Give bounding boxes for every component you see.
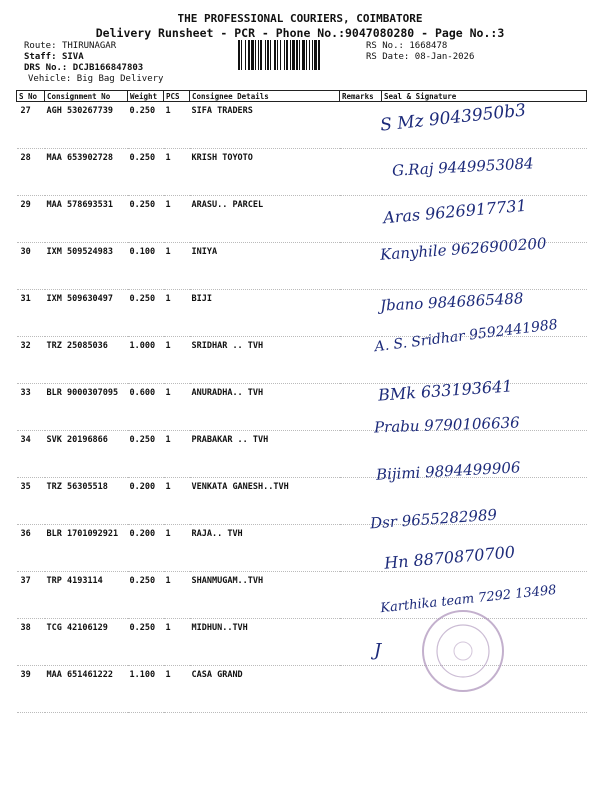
cell-consignment: TRP 4193114: [45, 572, 128, 619]
table-row: [17, 431, 587, 478]
cell-consignee: MIDHUN..TVH: [190, 619, 340, 666]
route-line: [24, 41, 116, 52]
cell-pcs: 1: [164, 525, 190, 572]
cell-remarks: [340, 337, 382, 384]
handwritten-signature: BMk 633193641: [377, 376, 514, 405]
cell-remarks: [340, 243, 382, 290]
handwritten-signature: Dsr 9655282989: [369, 505, 498, 533]
table-row: [17, 196, 587, 243]
cell-consignment: MAA 653902728: [45, 149, 128, 196]
cell-consignee: SIFA TRADERS: [190, 102, 340, 149]
cell-consignment: MAA 578693531: [45, 196, 128, 243]
vehicle-label: Vehicle:: [28, 74, 72, 84]
route-label: Route:: [24, 41, 57, 51]
cell-weight: 1.000: [128, 337, 164, 384]
cell-consignee: VENKATA GANESH..TVH: [190, 478, 340, 525]
cell-consignee: KRISH TOYOTO: [190, 149, 340, 196]
cell-remarks: [340, 525, 382, 572]
handwritten-signature: Hn 8870870700: [383, 542, 516, 573]
cell-signature: [382, 525, 587, 572]
cell-weight: 0.250: [128, 149, 164, 196]
col-header-pcs: PCS: [164, 91, 190, 102]
staff-value: SIVA: [61, 52, 84, 62]
rs-date-line: [366, 52, 474, 63]
handwritten-signature: Aras 9626917731: [382, 195, 528, 228]
cell-pcs: 1: [164, 666, 190, 713]
cell-pcs: 1: [164, 431, 190, 478]
cell-consignment: TRZ 56305518: [45, 478, 128, 525]
cell-sno: 28: [17, 149, 45, 196]
runsheet-subtitle: Delivery Runsheet - PCR - Phone No.:9047080280 - Page No.:3: [95, 26, 505, 40]
cell-remarks: [340, 149, 382, 196]
cell-sno: 32: [17, 337, 45, 384]
cell-remarks: [340, 431, 382, 478]
cell-signature: [382, 196, 587, 243]
table-row: [17, 478, 587, 525]
cell-pcs: 1: [164, 149, 190, 196]
drs-value: DCJB166847803: [72, 63, 144, 73]
cell-consignee: PRABAKAR .. TVH: [190, 431, 340, 478]
cell-remarks: [340, 196, 382, 243]
rs-date-value: 08-Jan-2026: [414, 52, 475, 62]
staff-label: Staff:: [24, 52, 57, 62]
cell-sno: 29: [17, 196, 45, 243]
handwritten-signature: Kanyhile 9626900200: [379, 234, 548, 264]
cell-pcs: 1: [164, 290, 190, 337]
cell-consignee: CASA GRAND: [190, 666, 340, 713]
cell-weight: 0.250: [128, 431, 164, 478]
handwritten-signature: Karthika team 7292 13498: [379, 582, 558, 617]
cell-pcs: 1: [164, 243, 190, 290]
handwritten-signature: Bijimi 9894499906: [375, 458, 521, 484]
rs-no-label: RS No.:: [366, 41, 404, 51]
staff-line: [24, 52, 84, 63]
cell-signature: [382, 102, 587, 149]
cell-pcs: 1: [164, 102, 190, 149]
cell-remarks: [340, 572, 382, 619]
cell-signature: [382, 337, 587, 384]
cell-consignment: IXM 509524983: [45, 243, 128, 290]
cell-weight: 1.100: [128, 666, 164, 713]
cell-consignee: SHANMUGAM..TVH: [190, 572, 340, 619]
col-header-weight: Weight: [128, 91, 164, 102]
cell-weight: 0.100: [128, 243, 164, 290]
cell-pcs: 1: [164, 384, 190, 431]
cell-weight: 0.200: [128, 478, 164, 525]
cell-weight: 0.250: [128, 102, 164, 149]
table-row: [17, 102, 587, 149]
table-row: [17, 290, 587, 337]
cell-remarks: [340, 290, 382, 337]
table-row: [17, 243, 587, 290]
col-header-consignee: Consignee Details: [190, 91, 340, 102]
col-header-consignment: Consignment No: [45, 91, 128, 102]
cell-consignment: BLR 9000307095: [45, 384, 128, 431]
cell-consignment: SVK 20196866: [45, 431, 128, 478]
handwritten-signature: J: [374, 640, 382, 661]
col-header-remarks: Remarks: [340, 91, 382, 102]
cell-remarks: [340, 102, 382, 149]
cell-consignment: TCG 42106129: [45, 619, 128, 666]
cell-signature: [382, 149, 587, 196]
vehicle-value: Big Bag Delivery: [76, 74, 164, 84]
cell-sno: 36: [17, 525, 45, 572]
table-row: [17, 149, 587, 196]
cell-pcs: 1: [164, 478, 190, 525]
vehicle-line: [28, 74, 163, 85]
col-header-signature: Seal & Signature: [382, 91, 587, 102]
cell-signature: [382, 384, 587, 431]
cell-sno: 30: [17, 243, 45, 290]
cell-consignee: SRIDHAR .. TVH: [190, 337, 340, 384]
cell-pcs: 1: [164, 196, 190, 243]
cell-pcs: 1: [164, 619, 190, 666]
handwritten-signature: S Mz 9043950b3: [379, 100, 527, 136]
cell-weight: 0.200: [128, 525, 164, 572]
cell-weight: 0.250: [128, 196, 164, 243]
cell-signature: [382, 431, 587, 478]
barcode: [238, 40, 360, 70]
cell-consignment: IXM 509630497: [45, 290, 128, 337]
handwritten-signature: Prabu 9790106636: [373, 413, 520, 437]
cell-weight: 0.250: [128, 290, 164, 337]
cell-consignment: AGH 530267739: [45, 102, 128, 149]
cell-sno: 31: [17, 290, 45, 337]
cell-signature: [382, 478, 587, 525]
cell-remarks: [340, 666, 382, 713]
cell-consignee: ARASU.. PARCEL: [190, 196, 340, 243]
cell-sno: 33: [17, 384, 45, 431]
cell-remarks: [340, 384, 382, 431]
rs-no-line: [366, 41, 447, 52]
drs-label: DRS No.:: [24, 63, 68, 73]
cell-pcs: 1: [164, 337, 190, 384]
cell-sno: 35: [17, 478, 45, 525]
cell-consignee: ANURADHA.. TVH: [190, 384, 340, 431]
cell-consignment: BLR 1701092921: [45, 525, 128, 572]
cell-remarks: [340, 619, 382, 666]
rs-date-label: RS Date:: [366, 52, 410, 62]
table-header-row: [17, 91, 587, 102]
col-header-sno: S No: [17, 91, 45, 102]
cell-weight: 0.250: [128, 572, 164, 619]
cell-sno: 27: [17, 102, 45, 149]
cell-pcs: 1: [164, 572, 190, 619]
cell-weight: 0.250: [128, 619, 164, 666]
cell-signature: [382, 243, 587, 290]
cell-weight: 0.600: [128, 384, 164, 431]
cell-sno: 39: [17, 666, 45, 713]
route-value: THIRUNAGAR: [61, 41, 117, 51]
handwritten-signature: Jbano 9846865488: [379, 289, 524, 315]
cell-consignee: RAJA.. TVH: [190, 525, 340, 572]
company-title: THE PROFESSIONAL COURIERS, COIMBATORE: [177, 12, 423, 25]
cell-consignment: MAA 651461222: [45, 666, 128, 713]
handwritten-signature: A. S. Sridhar 9592441988: [373, 316, 559, 356]
table-row: [17, 525, 587, 572]
table-row: [17, 384, 587, 431]
cell-sno: 37: [17, 572, 45, 619]
courier-seal-stamp: [420, 608, 506, 694]
cell-sno: 38: [17, 619, 45, 666]
rs-no-value: 1668478: [409, 41, 448, 51]
cell-remarks: [340, 478, 382, 525]
handwritten-signature: G.Raj 9449953084: [391, 154, 535, 180]
cell-consignee: INIYA: [190, 243, 340, 290]
cell-sno: 34: [17, 431, 45, 478]
cell-consignee: BIJI: [190, 290, 340, 337]
cell-consignment: TRZ 25085036: [45, 337, 128, 384]
drs-line: [24, 63, 143, 74]
table-row: [17, 337, 587, 384]
